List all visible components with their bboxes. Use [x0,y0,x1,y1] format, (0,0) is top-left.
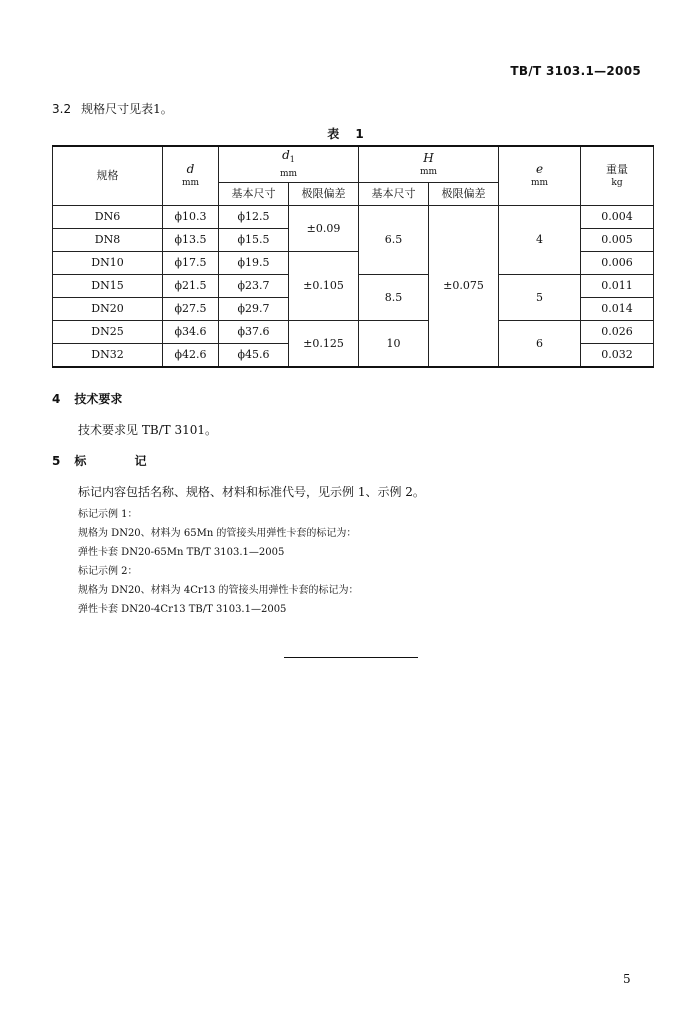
cell-weight: 0.005 [581,229,654,252]
header-weight: 重量 kg [581,146,654,206]
cell-d1-deviation: ±0.125 [289,321,359,368]
cell-d: ϕ34.6 [163,321,219,344]
table-caption: 表 1 [327,127,370,141]
cell-weight: 0.011 [581,275,654,298]
header-d: d mm [163,146,219,206]
cell-H-deviation: ±0.075 [429,206,499,368]
cell-e: 6 [499,321,581,368]
cell-e: 5 [499,275,581,321]
cell-d1: ϕ37.6 [219,321,289,344]
example-1-label: 标记示例 1： [78,509,138,520]
table-row [53,321,654,344]
section-4-number: 4 [52,392,61,406]
header-d1: $d_1$ mm [219,146,359,183]
section-3-2-text: 规格尺寸见表1。 [81,102,173,116]
cell-spec: DN6 [53,206,163,229]
cell-d1-deviation: ±0.09 [289,206,359,252]
cell-weight: 0.032 [581,344,654,368]
cell-spec: DN25 [53,321,163,344]
table-header-row-1 [53,146,654,183]
cell-H-basic: 10 [359,321,429,368]
header-H-basic: 基本尺寸 [359,183,429,206]
cell-d1: ϕ29.7 [219,298,289,321]
cell-spec: DN8 [53,229,163,252]
cell-H-basic: 8.5 [359,275,429,321]
example-2-description: 规格为 DN20、材料为 4Cr13 的管接头用弹性卡套的标记为： [78,585,359,596]
example-1-mark: 弹性卡套 DN20-65Mn TB/T 3103.1—2005 [78,547,285,558]
cell-d: ϕ10.3 [163,206,219,229]
header-d1-basic: 基本尺寸 [219,183,289,206]
section-4-heading [52,390,122,407]
section-5-heading [52,452,169,469]
cell-d1: ϕ23.7 [219,275,289,298]
example-2-label: 标记示例 2： [78,566,138,577]
cell-H-basic: 6.5 [359,206,429,275]
spec-table [52,145,654,368]
table-row [53,206,654,229]
cell-weight: 0.004 [581,206,654,229]
section-5-number: 5 [52,454,61,468]
example-2-mark: 弹性卡套 DN20-4Cr13 TB/T 3103.1—2005 [78,604,287,615]
section-5-text: 标记内容包括名称、规格、材料和标准代号，见示例 1、示例 2。 [78,485,425,499]
cell-spec: DN20 [53,298,163,321]
cell-d1: ϕ45.6 [219,344,289,368]
cell-d: ϕ13.5 [163,229,219,252]
cell-weight: 0.006 [581,252,654,275]
cell-e: 4 [499,206,581,275]
header-d1-deviation: 极限偏差 [289,183,359,206]
header-H: H mm [359,146,499,183]
header-H-deviation: 极限偏差 [429,183,499,206]
cell-spec: DN10 [53,252,163,275]
cell-d: ϕ42.6 [163,344,219,368]
cell-d1-deviation: ±0.105 [289,252,359,321]
header-spec: 规格 [53,146,163,206]
cell-spec: DN15 [53,275,163,298]
section-4-text: 技术要求见 TB/T 3101。 [78,423,218,437]
header-e: e mm [499,146,581,206]
cell-d: ϕ17.5 [163,252,219,275]
cell-spec: DN32 [53,344,163,368]
cell-weight: 0.014 [581,298,654,321]
example-1-description: 规格为 DN20、材料为 65Mn 的管接头用弹性卡套的标记为： [78,528,357,539]
section-5-title: 标 记 [74,454,169,468]
section-3-2-number: 3.2 [52,102,72,116]
standard-code-header: TB/T 3103.1—2005 [510,64,641,78]
end-rule [284,657,418,658]
cell-d1: ϕ19.5 [219,252,289,275]
cell-weight: 0.026 [581,321,654,344]
section-4-title: 技术要求 [74,392,123,406]
cell-d: ϕ21.5 [163,275,219,298]
cell-d: ϕ27.5 [163,298,219,321]
cell-d1: ϕ12.5 [219,206,289,229]
section-3-2 [52,100,173,117]
cell-d1: ϕ15.5 [219,229,289,252]
page-number: 5 [623,972,631,986]
